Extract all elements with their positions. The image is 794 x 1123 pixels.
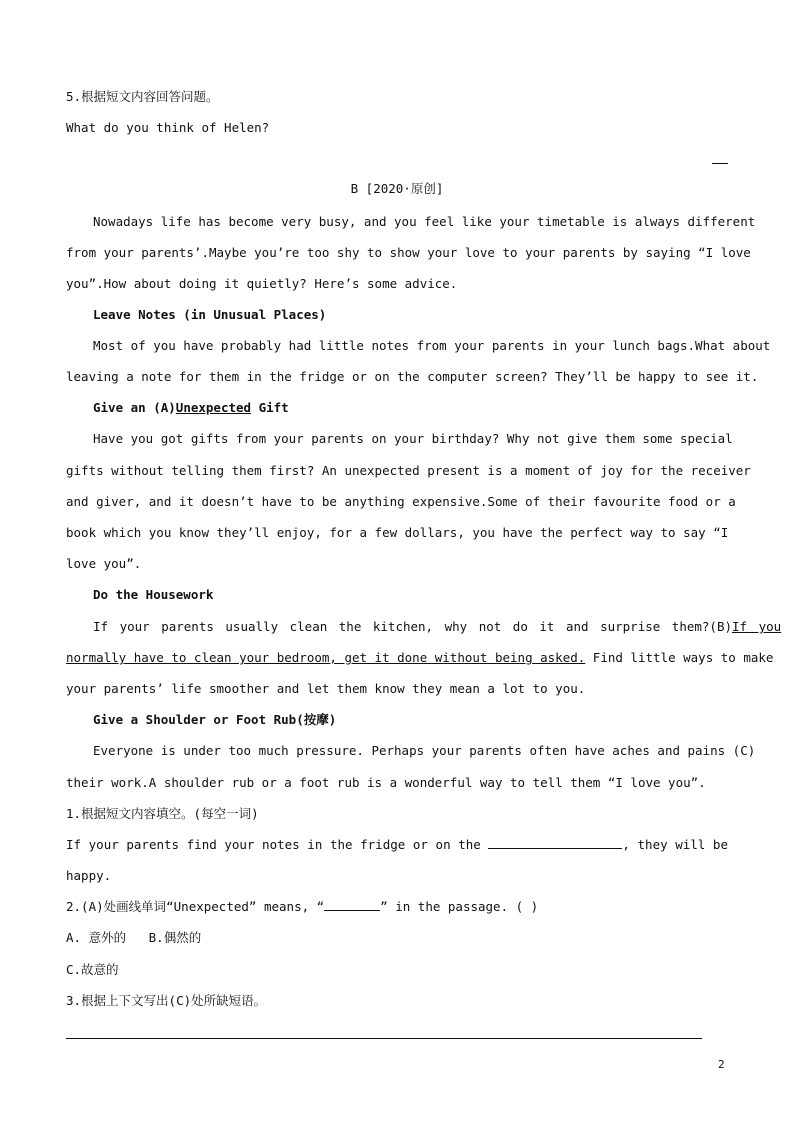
q2-stem: 2.(A)处画线单词“Unexpected” means, “ ” in the passage. ( ) xyxy=(66,899,539,914)
page-number: 2 xyxy=(718,1058,725,1071)
p2-line-3: and giver, and it doesn’t have to be anything expensive.Some of their favourite food or a xyxy=(66,494,736,509)
q1-stem-cont: happy. xyxy=(66,868,112,883)
q2-options-ab xyxy=(66,930,728,946)
p3-line-3: your parents’ life smoother and let them know they mean a lot to you. xyxy=(66,681,586,696)
underlined-sentence-b: If you xyxy=(732,619,782,634)
section-title: B [2020·原创] xyxy=(350,181,444,196)
p4-line-1: Everyone is under too much pressure. Perhaps your parents often have aches and pains (C) xyxy=(93,743,756,758)
q2-option-a[interactable]: A. 意外的 xyxy=(66,930,127,945)
q2-answer-blank[interactable] xyxy=(324,910,380,911)
heading-unexpected-gift: Give an (A)Unexpected Gift xyxy=(93,400,289,415)
intro-line-1: Nowadays life has become very busy, and you feel like your timetable is always different xyxy=(93,214,756,229)
q5-label: 5.根据短文内容回答问题。 xyxy=(66,89,219,104)
heading-shoulder-rub: Give a Shoulder or Foot Rub(按摩) xyxy=(93,712,337,727)
p2-line-5: love you”. xyxy=(66,556,142,571)
q3-label: 3.根据上下文写出(C)处所缺短语。 xyxy=(66,993,267,1008)
answer-dash xyxy=(712,163,728,164)
p4-line-2: their work.A shoulder rub or a foot rub is a wonderful way to tell them “I love you”. xyxy=(66,775,706,790)
p2-line-4: book which you know they’ll enjoy, for a few dollars, you have the perfect way to say “I xyxy=(66,525,729,540)
p2-line-1: Have you got gifts from your parents on your birthday? Why not give them some special xyxy=(93,431,733,446)
q2-option-c[interactable]: C.故意的 xyxy=(66,962,119,977)
p2-line-2: gifts without telling them first? An unexpected present is a moment of joy for the receiver xyxy=(66,463,751,478)
intro-line-3: you”.How about doing it quietly? Here’s some advice. xyxy=(66,276,458,291)
unexpected-word: Unexpected xyxy=(175,400,252,415)
q5-question: What do you think of Helen? xyxy=(66,120,270,135)
heading-housework: Do the Housework xyxy=(93,587,214,602)
q3-answer-line[interactable] xyxy=(66,1038,702,1039)
intro-line-2: from your parents’.Maybe you’re too shy to show your love to your parents by saying “I love xyxy=(66,245,751,260)
underlined-sentence-b-cont: normally have to clean your bedroom, get it done without being asked. xyxy=(66,650,586,665)
p1-line-2: leaving a note for them in the fridge or on the computer screen? They’ll be happy to see it. xyxy=(66,369,759,384)
q2-option-b[interactable]: B.偶然的 xyxy=(148,930,202,945)
q1-label: 1.根据短文内容填空。(每空一词) xyxy=(66,806,259,821)
heading-leave-notes: Leave Notes (in Unusual Places) xyxy=(93,307,327,322)
p1-line-1: Most of you have probably had little notes from your parents in your lunch bags.What about xyxy=(93,338,771,353)
q1-answer-blank[interactable] xyxy=(488,848,622,849)
q1-stem: If your parents find your notes in the fridge or on the , they will be xyxy=(66,837,728,852)
p3-line-2: normally have to clean your bedroom, get it done without being asked. Find little ways to make xyxy=(66,650,774,665)
p3-line-1: If your parents usually clean the kitchen, why not do it and surprise them?(B)If you xyxy=(93,619,782,634)
